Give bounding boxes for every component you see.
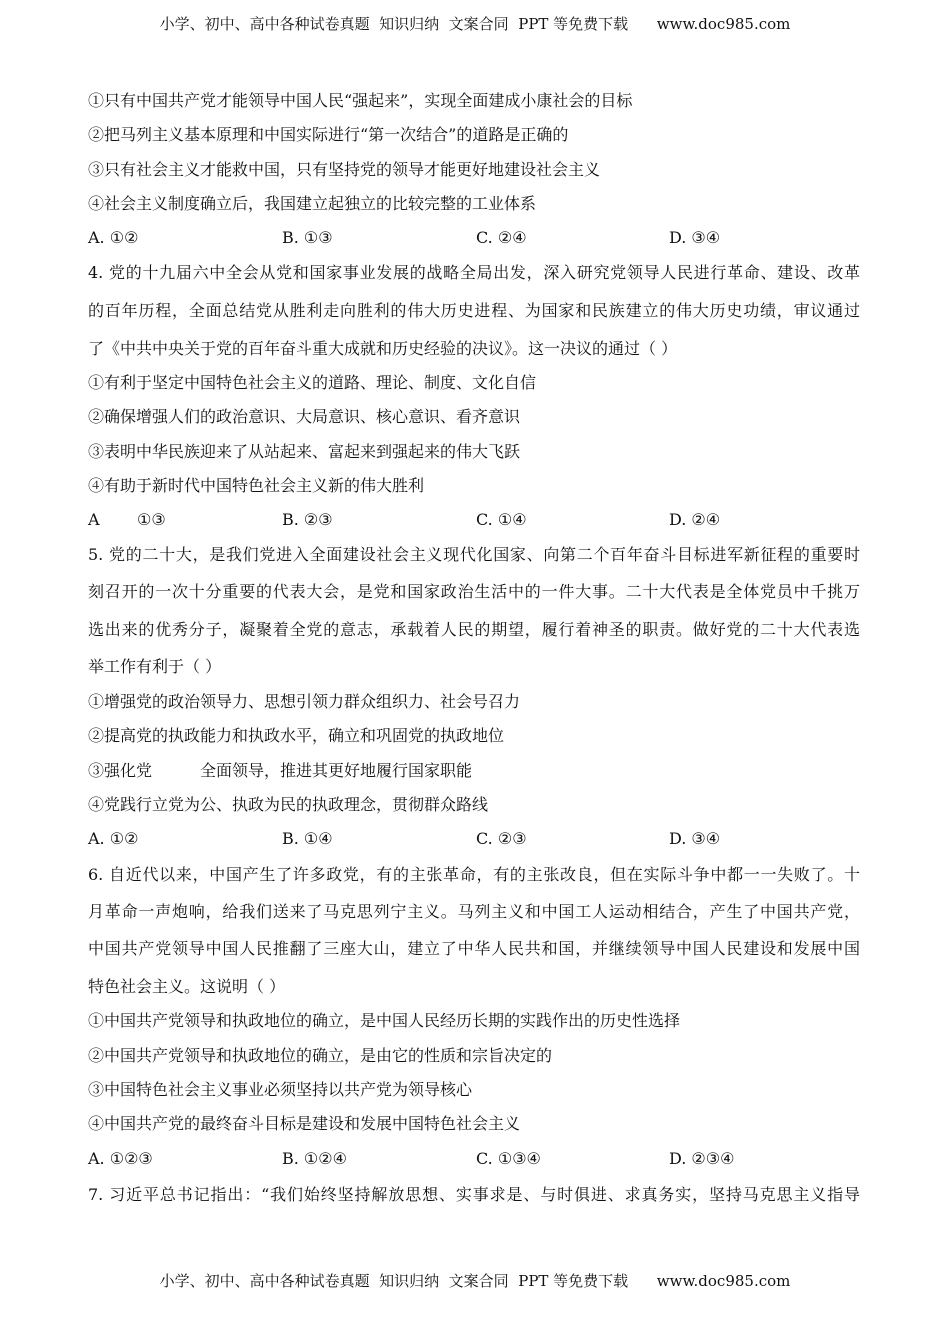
question-stem-line: 特色社会主义。这说明（ ） <box>88 977 286 996</box>
statement-item: ②确保增强人们的政治意识、大局意识、核心意识、看齐意识 <box>88 407 521 426</box>
statement-item: ②提高党的执政能力和执政水平，确立和巩固党的执政地位 <box>88 726 505 745</box>
page-header: 小学、初中、高中各种试卷真题 知识归纳 文案合同 PPT 等免费下载 www.doc985.com <box>159 15 791 33</box>
statement-item-continuation: 全面领导，推进其更好地履行国家职能 <box>200 761 473 780</box>
statement-item: ④有助于新时代中国特色社会主义新的伟大胜利 <box>88 476 425 495</box>
statement-item: ③只有社会主义才能救中国，只有坚持党的领导才能更好地建设社会主义 <box>88 160 601 179</box>
question-stem-line: 刻召开的一次十分重要的代表大会，是党和国家政治生活中的一件大事。二十大代表是全体党员中千挑万 <box>88 582 860 601</box>
question-stem-line: 中国共产党领导中国人民推翻了三座大山，建立了中华人民共和国，并继续领导中国人民建设和发展中国 <box>88 939 860 958</box>
statement-item: ③表明中华民族迎来了从站起来、富起来到强起来的伟大飞跃 <box>88 442 521 461</box>
statement-item: ③强化党 <box>88 761 153 780</box>
answer-option: C. ①③④ <box>476 1149 541 1168</box>
page-footer: 小学、初中、高中各种试卷真题 知识归纳 文案合同 PPT 等免费下载 www.doc985.com <box>159 1272 791 1290</box>
answer-option: D. ②④ <box>669 510 721 529</box>
answer-option: B. ①③ <box>282 228 333 247</box>
answer-option: B. ①②④ <box>282 1149 347 1168</box>
answer-option: C. ①④ <box>476 510 527 529</box>
statement-item: ①增强党的政治领导力、思想引领力群众组织力、社会号召力 <box>88 692 521 711</box>
answer-option: D. ③④ <box>669 228 721 247</box>
question-stem-line: 5. 党的二十大，是我们党进入全面建设社会主义现代化国家、向第二个百年奋斗目标进军新征程的重要时 <box>88 545 860 564</box>
answer-option: A. ①② <box>88 228 139 247</box>
statement-item: ①中国共产党领导和执政地位的确立，是中国人民经历长期的实践作出的历史性选择 <box>88 1011 681 1030</box>
question-stem-line: 4. 党的十九届六中全会从党和国家事业发展的战略全局出发，深入研究党领导人民进行革命、建设、改革 <box>88 263 860 282</box>
question-stem-line: 的百年历程，全面总结党从胜利走向胜利的伟大历史进程、为国家和民族建立的伟大历史功绩，审议通过 <box>88 301 860 320</box>
answer-option: D. ③④ <box>669 829 721 848</box>
question-stem-line: 选出来的优秀分子，凝聚着全党的意志，承载着人民的期望，履行着神圣的职责。做好党的二十大代表选 <box>88 620 860 639</box>
question-stem-line: 7. 习近平总书记指出：“我们始终坚持解放思想、实事求是、与时俱进、求真务实，坚持马克思主义指导 <box>88 1185 860 1204</box>
answer-option-value: ①③ <box>137 510 166 529</box>
question-stem-line: 举工作有利于（ ） <box>88 657 222 676</box>
answer-option: B. ①④ <box>282 829 333 848</box>
statement-item: ②把马列主义基本原理和中国实际进行“第一次结合”的道路是正确的 <box>88 125 569 144</box>
statement-item: ①有利于坚定中国特色社会主义的道路、理论、制度、文化自信 <box>88 373 537 392</box>
answer-option: A <box>88 510 100 529</box>
statement-item: ④社会主义制度确立后，我国建立起独立的比较完整的工业体系 <box>88 194 537 213</box>
statement-item: ④中国共产党的最终奋斗目标是建设和发展中国特色社会主义 <box>88 1114 521 1133</box>
answer-option: A. ①② <box>88 829 139 848</box>
statement-item: ④党践行立党为公、执政为民的执政理念，贯彻群众路线 <box>88 795 489 814</box>
answer-option: D. ②③④ <box>669 1149 735 1168</box>
answer-option: C. ②④ <box>476 228 527 247</box>
question-stem-line: 了《中共中央关于党的百年奋斗重大成就和历史经验的决议》。这一决议的通过（ ） <box>88 339 678 358</box>
question-stem-line: 月革命一声炮响，给我们送来了马克思列宁主义。马列主义和中国工人运动相结合，产生了中国共产党， <box>88 902 860 921</box>
answer-option: A. ①②③ <box>88 1149 153 1168</box>
statement-item: ①只有中国共产党才能领导中国人民“强起来”，实现全面建成小康社会的目标 <box>88 91 633 110</box>
answer-option: B. ②③ <box>282 510 333 529</box>
statement-item: ②中国共产党领导和执政地位的确立，是由它的性质和宗旨决定的 <box>88 1046 553 1065</box>
question-stem-line: 6. 自近代以来，中国产生了许多政党，有的主张革命，有的主张改良，但在实际斗争中都一一失败了。十 <box>88 865 860 884</box>
statement-item: ③中国特色社会主义事业必须坚持以共产党为领导核心 <box>88 1080 473 1099</box>
answer-option: C. ②③ <box>476 829 527 848</box>
